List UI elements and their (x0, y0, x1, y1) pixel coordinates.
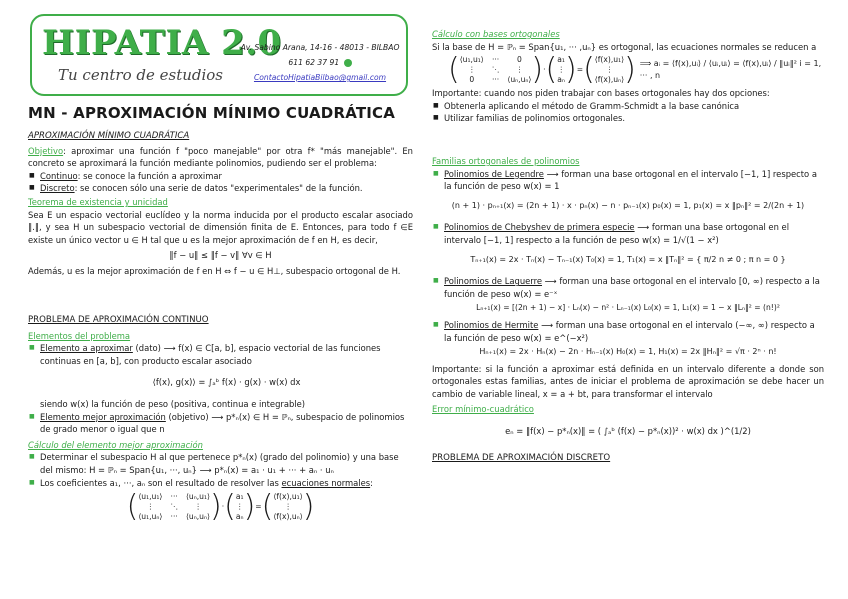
address: Av. Sabino Arana, 14-16 - 48013 - BILBAO (240, 43, 400, 52)
laguerre-equation: Lₙ₊₁(x) = [(2n + 1) − x] · Lₙ(x) − n² · Lₙ₋₁(x) L₀(x) = 1, L₁(x) = 1 − x ‖Lₙ‖² = (n!)² (476, 303, 780, 313)
av: ⋮ (235, 502, 244, 512)
section-title: APROXIMACIÓN MÍNIMO CUADRÁTICA (28, 131, 190, 141)
el1-text: (dato) ⟶ f(x) ∈ C[a, b], espacio vectorial de las funciones continuas en [a, b], con producto escalar asociado (40, 343, 381, 366)
objetivo-label: Objetivo (28, 145, 64, 156)
email-link[interactable]: ContactoHipatiaBilbao@gmail.com (253, 73, 387, 82)
mn1: ⟨u₁,uₙ⟩ (138, 512, 163, 522)
error-equation: eₙ = ‖f(x) − p*ₙ(x)‖ = ( ∫ₐᵇ (f(x) − p*ₙ(x))² · w(x) dx )^(1/2) (505, 426, 751, 437)
ov1: ⋮ (467, 65, 476, 75)
hermite-text: ⟶ forman una base ortogonal en el intervalo (−∞, ∞) respecto a la función de peso w(x) = e^(−x²) (444, 319, 815, 343)
family-hermite (444, 319, 824, 359)
list-item: ■ Determinar el subespacio H al que pertenece p*ₙ(x) (grado del polinomio) y una base del mismo: H = ℙₙ = Span{u₁, ···, uₙ} ⟶ p*ₙ(x) = a₁ · u₁ + ··· + aₙ · uₙ (40, 451, 413, 476)
list-item: ■ Utilizar familias de polinomios ortogonales. (444, 112, 824, 125)
mdiag: ⋱ (170, 502, 178, 512)
list-item (40, 411, 413, 436)
ozero2: 0 (469, 75, 475, 85)
family-chebyshev (444, 221, 824, 266)
chebyshev-label: Polinomios de Chebyshev de primera especie (444, 222, 635, 233)
phone-row (236, 55, 404, 70)
legendre-label: Polinomios de Legendre (444, 168, 544, 179)
ob1: ⟨f(x),u₁⟩ (594, 55, 625, 65)
continuo-label: Continuo (40, 170, 78, 181)
orth-solution: ⟹ aᵢ = ⟨f(x),uᵢ⟩ / ⟨uᵢ,uᵢ⟩ = ⟨f(x),uᵢ⟩ / ‖uᵢ‖² i = 1, ··· , n (639, 58, 822, 81)
calc2-text: Los coeficientes a₁, ···, aₙ son el resultado de resolver las (40, 477, 282, 488)
elementos-title: Elementos del problema (28, 330, 131, 341)
paren-open: ( (448, 52, 460, 88)
od1: ⟨u₁,u₁⟩ (459, 55, 484, 65)
calc2-end: : (370, 477, 373, 488)
bn: ⟨f(x),uₙ⟩ (273, 512, 303, 522)
dot: · (543, 64, 546, 74)
list-item (40, 342, 413, 410)
oan: aₙ (557, 75, 565, 85)
error-title: Error mínimo-cuadrático (432, 403, 534, 414)
elementos-list (28, 342, 413, 436)
mv1: ⋮ (146, 502, 155, 512)
paren-close: ) (531, 52, 544, 88)
m11: ⟨u₁,u₁⟩ (138, 492, 163, 502)
mdots2: ··· (170, 512, 178, 522)
continuo-text: : se conoce la función a aproximar (77, 170, 222, 181)
el2-text: (objetivo) ⟶ p*ₙ(x) ∈ H = ℙₙ, subespacio de polinomios de grado menor o igual que n (40, 411, 405, 435)
fam-title: Familias ortogonales de polinomios (432, 156, 580, 166)
family-laguerre (444, 275, 824, 315)
paren-open: ( (126, 489, 139, 525)
phone: 611 62 37 91 (288, 58, 340, 67)
odots: ··· (491, 55, 500, 65)
hermite-equation: Hₙ₊₁(x) = 2x · Hₙ(x) − 2n · Hₙ₋₁(x) H₀(x) = 1, H₁(x) = 2x ‖Hₙ‖² = √π · 2ⁿ · n! (479, 347, 777, 357)
discreto-label: Discreto (40, 183, 75, 194)
a1: a₁ (235, 492, 244, 502)
section-minimo-cuadratica (28, 130, 413, 278)
oav: ⋮ (557, 65, 565, 75)
mv2: ⋮ (194, 502, 202, 512)
teorema-text: Sea E un espacio vectorial euclídeo y la norma inducida por el producto escalar asociado ‖.‖, y sea H un subespacio vectorial de dimensión finita de E. Entonces, para todo f ∈E existe un único vector u ∈ H tal que u es la mejor aproximación de f en H, es decir, (28, 209, 413, 245)
importante1: Importante: cuando nos piden trabajar con bases ortogonales hay dos opciones: (432, 88, 770, 99)
gram-matrix (126, 489, 315, 525)
calc-list (28, 451, 413, 489)
paren-open: ( (583, 52, 595, 88)
teorema-title: Teorema de existencia y unicidad (28, 196, 168, 207)
whatsapp-icon (344, 59, 352, 67)
odiag: ⋱ (491, 65, 500, 75)
contact-block (236, 40, 404, 85)
b-vector (273, 492, 302, 522)
list-item (40, 170, 413, 183)
family-legendre (444, 168, 824, 213)
equals: = (576, 64, 584, 74)
options-list (432, 100, 824, 125)
ozero1: 0 (516, 55, 522, 65)
section-familias (432, 155, 824, 464)
oa1: a₁ (557, 55, 565, 65)
paren-close: ) (243, 489, 256, 525)
legendre-equation: (n + 1) · pₙ₊₁(x) = (2n + 1) · x · pₙ(x) − n · pₙ₋₁(x) p₀(x) = 1, p₁(x) = x ‖pₙ‖² = 2/(2n + 1) (451, 200, 805, 210)
list-item (40, 477, 413, 490)
section-discreto-title: PROBLEMA DE APROXIMACIÓN DISCRETO (432, 452, 611, 463)
dot: · (221, 501, 225, 511)
mnn: ⟨uₙ,uₙ⟩ (185, 512, 210, 522)
calc-title: Cálculo del elemento mejor aproximación (28, 439, 203, 450)
el1-label: Elemento a aproximar (40, 343, 133, 354)
orth-a-vector (557, 55, 565, 85)
el1-after: siendo w(x) la función de peso (positiva, continua e integrable) (40, 398, 306, 409)
hermite-label: Polinomios de Hermite (444, 319, 539, 330)
section-title: PROBLEMA DE APROXIMACIÓN CONTINUO (28, 315, 209, 325)
discreto-text: : se conocen sólo una serie de datos "experimentales" de la función. (74, 183, 363, 194)
paren-close: ) (564, 52, 577, 88)
header-box (30, 14, 408, 96)
objetivo-text: : aproximar una función f "poco manejable" por otra f* "más manejable". En concreto se aproximará la función mediante polinomios, pudiendo ser el problema: (28, 145, 413, 169)
a-vector (236, 492, 244, 522)
chebyshev-equation: Tₙ₊₁(x) = 2x · Tₙ(x) − Tₙ₋₁(x) T₀(x) = 1, T₁(x) = x ‖Tₙ‖² = { π/2 n ≠ 0 ; π n = 0 } (470, 254, 786, 264)
odots2: ··· (491, 75, 500, 85)
paren-close: ) (302, 489, 315, 525)
orth-title: Cálculo con bases ortogonales (432, 29, 560, 39)
ecuaciones-normales-label: ecuaciones normales (281, 477, 371, 488)
objetivo-paragraph (28, 145, 413, 170)
obv: ⋮ (605, 65, 614, 75)
orth-b-vector (595, 55, 624, 85)
tagline: Tu centro de estudios (58, 66, 224, 84)
orth-matrix (448, 52, 636, 88)
paren-open: ( (261, 489, 274, 525)
section-continuo (28, 314, 413, 525)
orth-grid (460, 55, 532, 85)
odn: ⟨uₙ,uₙ⟩ (507, 75, 532, 85)
gram-grid (138, 492, 210, 522)
b1: ⟨f(x),u₁⟩ (273, 492, 303, 502)
list-item (40, 182, 413, 195)
paren-close: ) (624, 52, 636, 88)
equals: = (255, 501, 262, 511)
problem-types-list (28, 170, 413, 195)
paren-open: ( (545, 52, 558, 88)
scalar-product-equation: ⟨f(x), g(x)⟩ = ∫ₐᵇ f(x) · g(x) · w(x) dx (152, 377, 301, 388)
paren-close: ) (210, 489, 222, 525)
m1n: ⟨uₙ,u₁⟩ (185, 492, 211, 502)
obn: ⟨f(x),uₙ⟩ (594, 75, 625, 85)
laguerre-label: Polinomios de Laguerre (444, 276, 543, 287)
legendre-text: ⟶ forman una base ortogonal en el intervalo [−1, 1] respecto a la función de peso w(x) = 1 (444, 168, 817, 192)
paren-open: ( (224, 489, 236, 525)
section-ortogonales (432, 28, 824, 125)
page-title: MN - APROXIMACIÓN MÍNIMO CUADRÁTICA (28, 104, 396, 122)
list-item: ■ Obtenerla aplicando el método de Gramm-Schmidt a la base canónica (444, 100, 824, 113)
teorema-equation: ‖f − u‖ ≤ ‖f − v‖ ∀v ∈ H (169, 250, 272, 261)
teorema-after: Además, u es la mejor aproximación de f en H ⇔ f − u ∈ H⊥, subespacio ortogonal de H. (28, 265, 401, 276)
normal-equations-matrix (28, 489, 413, 525)
importante2: Importante: si la función a aproximar está definida en un intervalo diferente a donde son ortogonales estas familias, antes de iniciar el problema de aproximación se debe hacer un cambio de variable lineal, x = a + bt, para transformar el intervalo (432, 363, 824, 399)
logo: HIPATIA 2.0 (42, 23, 282, 63)
families-list (432, 168, 824, 359)
orth-text: Si la base de H = ℙₙ = Span{u₁, ··· ,uₙ} es ortogonal, las ecuaciones normales se reducen a (432, 41, 817, 52)
an: aₙ (235, 512, 244, 522)
mdots: ··· (170, 492, 178, 502)
bv: ⋮ (284, 502, 292, 512)
orth-equations (448, 52, 824, 88)
chebyshev-text: ⟶ forman una base ortogonal en el intervalo [−1, 1] respecto a la función de peso w(x) = 1/√(1 − x²) (444, 222, 790, 245)
el2-label: Elemento mejor aproximación (40, 411, 166, 422)
laguerre-text: ⟶ forman una base ortogonal en el intervalo [0, ∞) respecto a la función de peso w(x) = e⁻ˣ (444, 276, 820, 299)
ov2: ⋮ (515, 65, 524, 75)
